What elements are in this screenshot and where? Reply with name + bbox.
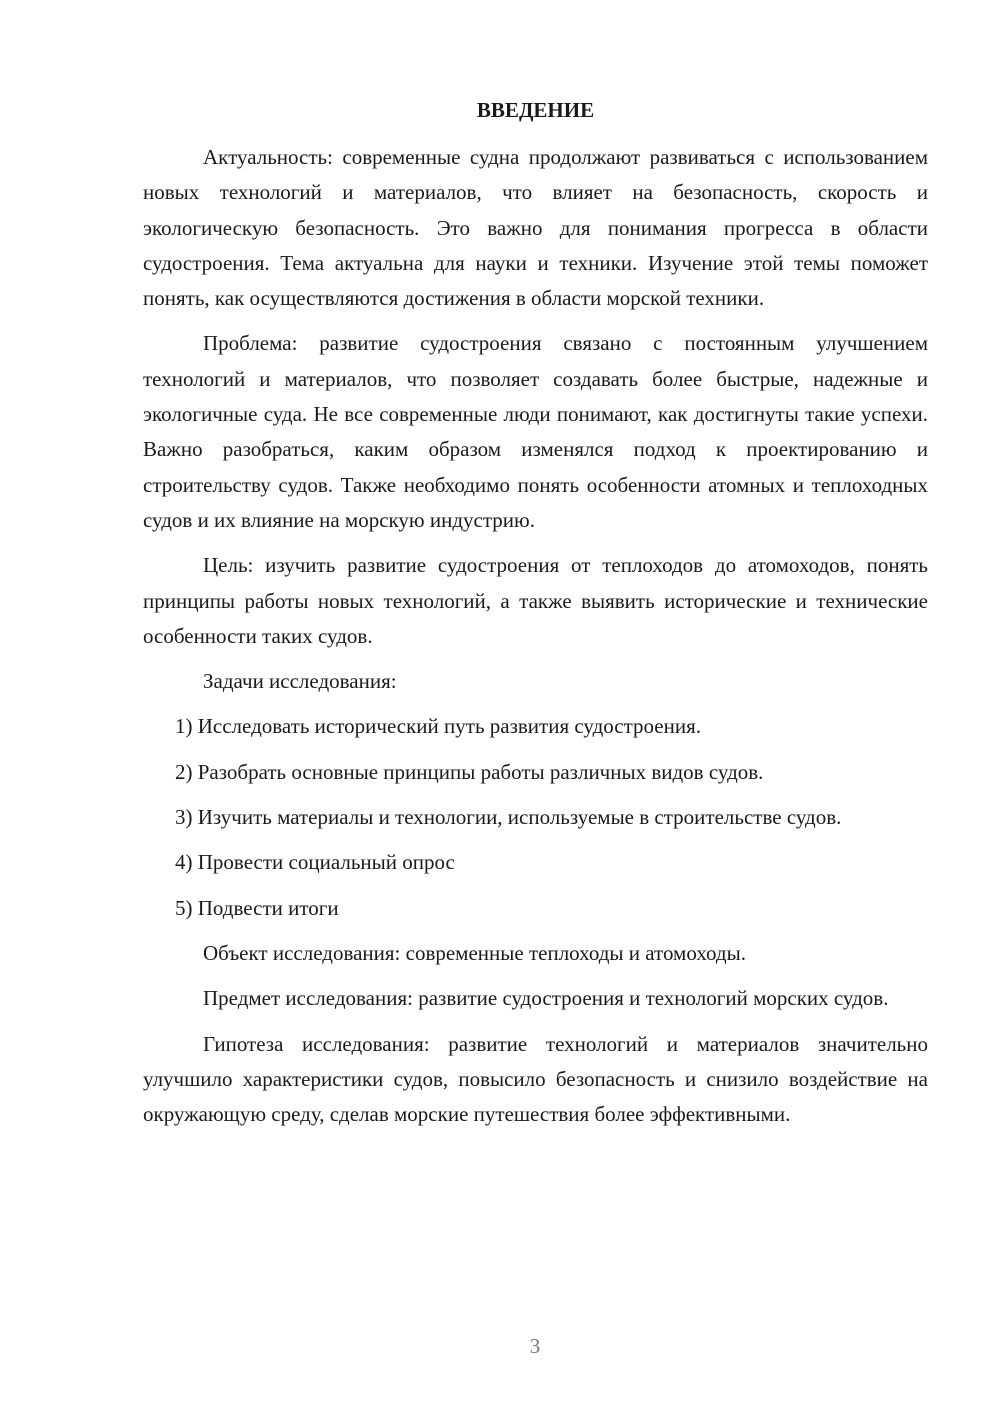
document-page — [143, 96, 928, 1142]
task-item-3: 3) Изучить материалы и технологии, используемые в строительстве судов. — [175, 805, 842, 830]
paragraph-relevance: Актуальность: современные судна продолжают развиваться с использованием новых технологий и материалов, что влияет на безопасность, скорость и экологическую безопасность. Это важно для понимания прогресса в области судостроения. Тема актуальна для науки и техники. Изучение этой темы поможет понять, как осуществляются достижения в области морской техники. — [143, 145, 928, 311]
task-item-1: 1) Исследовать исторический путь развития судостроения. — [175, 714, 702, 739]
paragraph-goal: Цель: изучить развитие судостроения от теплоходов до атомоходов, понять принципы работы новых технологий, а также выявить исторические и технические особенности таких судов. — [143, 553, 928, 648]
paragraph-object: Объект исследования: современные теплоходы и атомоходы. — [203, 940, 746, 965]
paragraph-hypothesis: Гипотеза исследования: развитие технологий и материалов значительно улучшило характеристики судов, повысило безопасность и снизило воздействие на окружающую среду, сделав морские путешествия более эффективными. — [143, 1031, 928, 1127]
task-item-2: 2) Разобрать основные принципы работы различных видов судов. — [175, 759, 764, 784]
task-item-4: 4) Провести социальный опрос — [175, 850, 455, 875]
page-number: 3 — [529, 1334, 541, 1358]
task-item-5: 5) Подвести итоги — [175, 895, 339, 920]
document-title: ВВЕДЕНИЕ — [476, 98, 595, 122]
paragraph-subject: Предмет исследования: развитие судостроения и технологий морских судов. — [203, 986, 889, 1011]
paragraph-tasks-heading: Задачи исследования: — [203, 669, 397, 694]
paragraph-problem: Проблема: развитие судостроения связано с постоянным улучшением технологий и материалов, что позволяет создавать более быстрые, надежные и экологичные суда. Не все современные люди понимают, как достигнуты такие успехи. Важно разобраться, каким образом изменялся подход к проектированию и строительству судов. Также необходимо понять особенности атомных и теплоходных судов и их влияние на морскую индустрию. — [143, 331, 928, 532]
